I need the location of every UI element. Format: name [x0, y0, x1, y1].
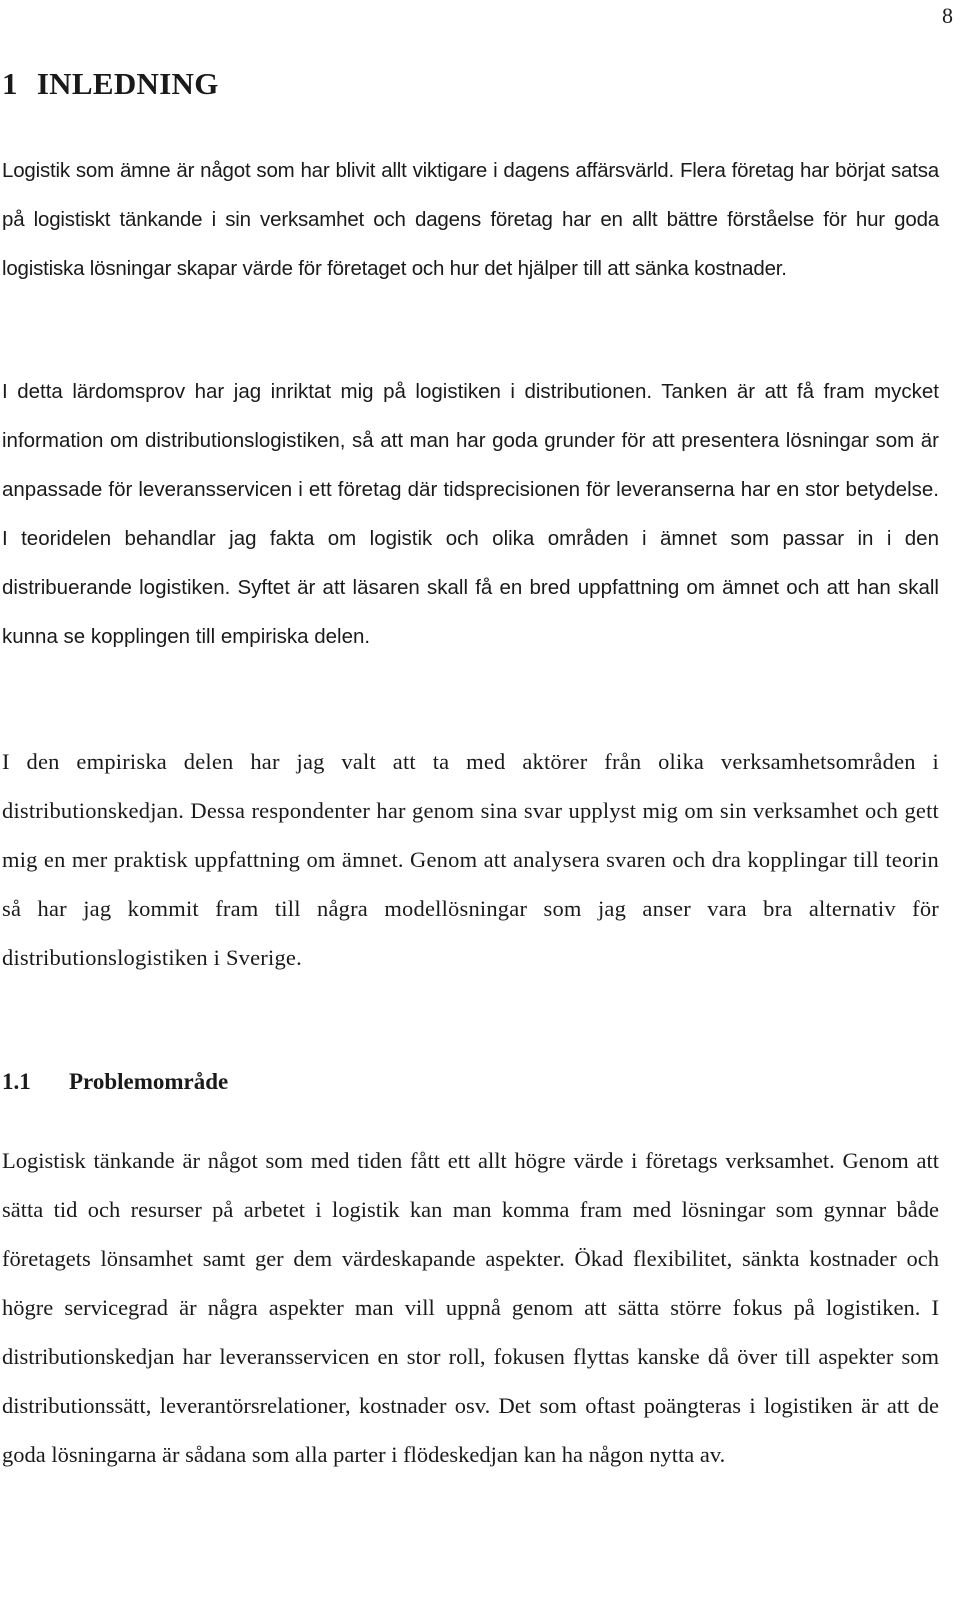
section-number: 1.1: [2, 1069, 31, 1094]
section-paragraph-1: Logistisk tänkande är något som med tiden fått ett allt högre värde i företags verksamhet. Genom att sätta tid och resurser på arbetet i logistik kan man komma fram med lösningar som gynnar både företagets lönsamhet samt ger dem värdeskapande aspekter. Ökad flexibilitet, sänkta kostnader och högre servicegrad är några aspekter man vill uppnå genom att sätta större fokus på logistiken. I distributionskedjan har leveransservicen en stor roll, fokusen flyttas kanske då över till aspekter som distributionssätt, leverantörsrelationer, kostnader osv. Det som oftast poängteras i logistiken är att de goda lösningarna är sådana som alla parter i flödeskedjan kan ha någon nytta av.: [2, 1148, 939, 1467]
intro-paragraph-1: Logistik som ämne är något som har blivit allt viktigare i dagens affärsvärld. Flera företag har börjat satsa på logistiskt tänkande i sin verksamhet och dagens företag har en allt bättre förståelse för hur goda logistiska lösningar skapar värde för företaget och hur det hjälper till att sänka kostnader.: [2, 159, 939, 280]
section-title: Problemområde: [69, 1069, 229, 1094]
intro-paragraph-3: I den empiriska delen har jag valt att ta med aktörer från olika verksamhetsområden i distributionskedjan. Dessa respondenter har genom sina svar upplyst mig om sin verksamhet och gett mig en mer praktisk uppfattning om ämnet. Genom att analysera svaren och dra kopplingar till teorin så har jag kommit fram till några modellösningar som jag anser vara bra alternativ för distributionslogistiken i Sverige.: [2, 749, 939, 970]
chapter-title: INLEDNING: [36, 66, 219, 101]
section-heading: [2, 1066, 228, 1098]
chapter-heading: [2, 64, 219, 104]
intro-paragraph-2: I detta lärdomsprov har jag inriktat mig på logistiken i distributionen. Tanken är att få fram mycket information om distributionslogistiken, så att man har goda grunder för att presentera lösningar som är anpassade för leveransservicen i ett företag där tidsprecisionen för leveranserna har en stor betydelse. I teoridelen behandlar jag fakta om logistik och olika områden i ämnet som passar in i den distribuerande logistiken. Syftet är att läsaren skall få en bred uppfattning om ämnet och att han skall kunna se kopplingen till empiriska delen.: [2, 380, 939, 648]
page-number: 8: [942, 3, 953, 28]
chapter-number: 1: [2, 66, 18, 101]
